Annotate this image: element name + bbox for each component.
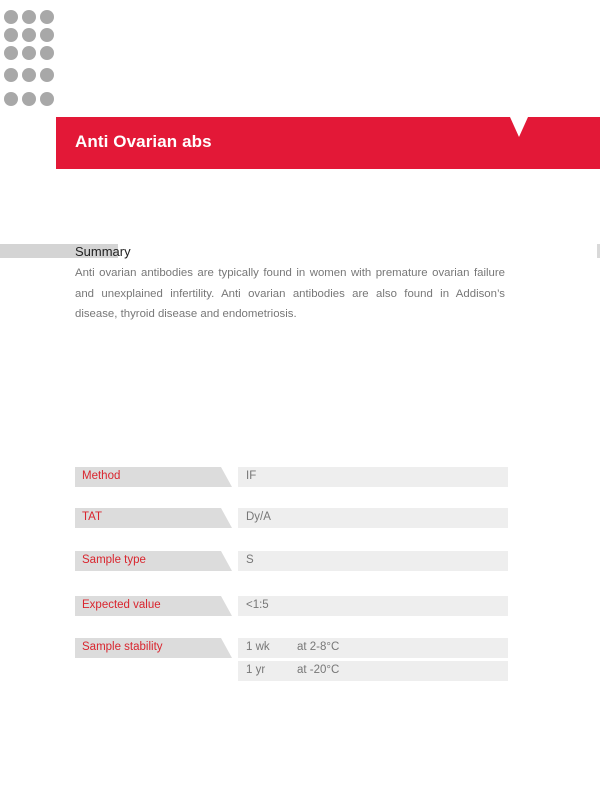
dot [22, 68, 36, 82]
banner-notch [510, 117, 528, 137]
dot [4, 46, 18, 60]
expected-value-label: Expected value [82, 599, 161, 611]
sample-type-value: S [246, 554, 254, 566]
dot [22, 92, 36, 106]
dot [4, 68, 18, 82]
dot [40, 68, 54, 82]
method-label: Method [82, 470, 121, 482]
dot [4, 28, 18, 42]
value-cell [238, 551, 508, 571]
stability-duration: 1 yr [246, 664, 266, 676]
stability-condition: at -20°C [297, 664, 340, 676]
sample-stability-label: Sample stability [82, 641, 163, 653]
value-cell [238, 467, 508, 487]
summary-text: Anti ovarian antibodies are typically found in women with premature ovarian failure and unexplained infertility. Anti ovarian antibodies are also found in Addison’s disease, thyroid disease and endometriosis. [75, 267, 505, 320]
value-cell [238, 596, 508, 616]
tat-label: TAT [82, 511, 103, 523]
dot [40, 10, 54, 24]
dot [40, 46, 54, 60]
value-cell [238, 661, 508, 681]
dot [22, 10, 36, 24]
page-title: Anti Ovarian abs [75, 132, 212, 151]
value-cell [238, 638, 508, 658]
dot [4, 10, 18, 24]
method-value: IF [246, 470, 257, 482]
expected-value-value: <1:5 [246, 599, 269, 611]
dot [22, 28, 36, 42]
dot [40, 92, 54, 106]
title-banner [56, 117, 600, 169]
stability-condition: at 2-8°C [297, 641, 340, 653]
dot [22, 46, 36, 60]
value-cell [238, 508, 508, 528]
tat-value: Dy/A [246, 511, 271, 523]
dot [40, 28, 54, 42]
summary-heading: Summary [75, 244, 131, 259]
sample-type-label: Sample type [82, 554, 146, 566]
dot [4, 92, 18, 106]
stability-duration: 1 wk [246, 641, 270, 653]
